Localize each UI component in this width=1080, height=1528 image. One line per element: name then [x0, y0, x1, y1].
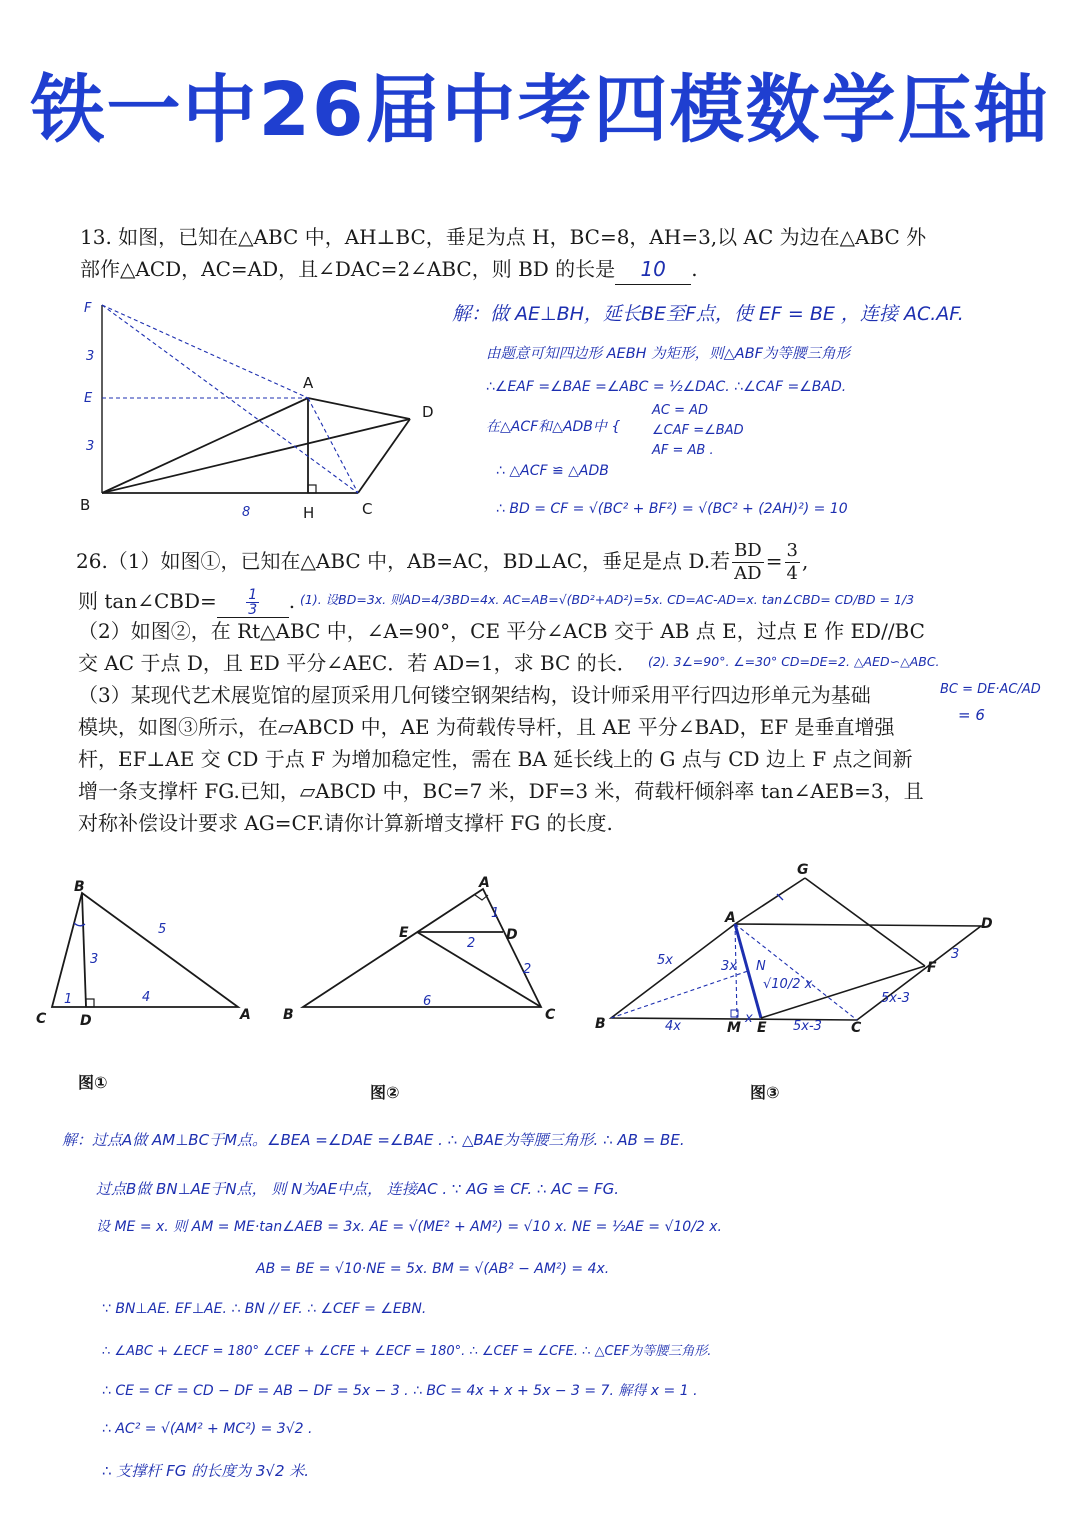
q26-ratio-eq: = [765, 549, 783, 573]
fig2-side-2b: 2 [523, 962, 532, 977]
fig1-side-3: 3 [90, 952, 99, 967]
q26-p2-line-a: （2）如图②，在 Rt△ABC 中，∠A=90°，CE 平分∠ACB 交于 AB 点 E，过点 E 作 ED//BC [78, 619, 925, 643]
fig1-side-4: 4 [142, 990, 151, 1005]
q26-p1-answer [246, 588, 259, 617]
q26-p1-answer-blank [217, 586, 289, 618]
q26-p1-line-b-text: 则 tan∠CBD= [78, 589, 217, 613]
q13-sol-line-2: 由题意可知四边形 AEBH 为矩形，则△ABF为等腰三角形 [486, 346, 851, 362]
q13-sol-line-1: 解：做 AE⊥BH，延长BE至F点，使 EF = BE ，连接 AC.AF. [452, 303, 964, 325]
q13-label-c: C [362, 500, 373, 518]
fig3-side-ne: √10/2 x [763, 977, 813, 992]
fig2-label-e: E [399, 925, 409, 941]
q13-dash-ac [308, 398, 358, 493]
fig2-label-d: D [506, 927, 518, 943]
fig3-side-5x: 5x [657, 953, 673, 968]
q26-p1-line-a [76, 540, 808, 585]
q26-p1-answer-den: 3 [248, 602, 258, 618]
figure-1-caption: 图① [78, 1073, 108, 1092]
q13-seg-eb: 3 [86, 439, 95, 454]
q26-p3-line-a: （3）某现代艺术展览馆的屋顶采用几何镂空钢架结构，设计师采用平行四边形单元为基础 [78, 683, 871, 707]
q13-label-d: D [422, 403, 434, 421]
fig2-side-6: 6 [423, 994, 432, 1009]
q13-right-angle-h [308, 485, 316, 493]
q26-ratio-num: BD [734, 540, 762, 561]
figure-3-caption: 图③ [750, 1083, 780, 1102]
q26-p2-solution-3: = 6 [958, 706, 985, 724]
q26-p2-solution: (2). 3∠=90°. ∠=30° CD=DE=2. △AED∽△ABC. [648, 654, 940, 669]
fig3-label-e: E [757, 1020, 767, 1036]
figure-1 [30, 875, 270, 1035]
q26-p3-line-c: 杆，EF⊥AE 交 CD 于点 F 为增加稳定性，需在 BA 延长线上的 G 点与 CD 边上 F 点之间新 [78, 747, 913, 771]
fig1-label-c: C [36, 1011, 47, 1027]
sol3-line-2: 过点B做 BN⊥AE于N点， 则 N为AE中点， 连接AC . ∵ AG ≌ CF. ∴ AC = FG. [96, 1180, 620, 1198]
q13-seg-fe: 3 [86, 349, 95, 364]
q26-p3-line-e: 对称补偿设计要求 AG=CF.请你计算新增支撑杆 FG 的长度. [78, 811, 613, 835]
q13-line-ad [308, 398, 410, 419]
fig2-triangle [303, 889, 541, 1007]
q13-dash-fc [102, 305, 358, 493]
q26-ratio-value-num: 3 [786, 540, 798, 561]
fig2-label-c: C [545, 1007, 556, 1023]
q13-seg-bh: 8 [242, 505, 251, 520]
sol3-line-8: ∴ AC² = √(AM² + MC²) = 3√2 . [102, 1421, 313, 1437]
q13-label-h: H [303, 504, 315, 522]
q13-line-2 [80, 254, 698, 285]
fig3-label-f: F [927, 960, 937, 976]
fig1-label-d: D [80, 1013, 92, 1029]
q26-p1-line-b [78, 586, 295, 618]
q13-line-bd [102, 419, 410, 493]
fig2-label-a: A [479, 875, 490, 891]
fig3-side-3x: 3x [721, 959, 737, 974]
q26-p2-line-b: 交 AC 于点 D，且 ED 平分∠AEC．若 AD=1，求 BC 的长． [78, 651, 637, 675]
sol3-line-3: 设 ME = x. 则 AM = ME·tan∠AEB = 3x. AE = √(ME² + AM²) = √10 x. NE = ½AE = √10/2 x. [96, 1219, 723, 1235]
fig3-line-gf [805, 878, 925, 966]
q13-sol-line-4: AC = AD [652, 403, 709, 418]
fig3-side-4x: 4x [665, 1019, 681, 1034]
q13-answer: 10 [640, 257, 666, 281]
q26-p3-line-b: 模块，如图③所示，在▱ABCD 中，AE 为荷载传导杆，且 AE 平分∠BAD，EF 是垂直增强 [78, 715, 895, 739]
fig1-right-angle-d [86, 999, 94, 1007]
sol3-line-1: 解：过点A做 AM⊥BC于M点。∠BEA =∠DAE =∠BAE . ∴ △BAE为等腰三角形. ∴ AB = BE. [62, 1131, 685, 1149]
q26-ratio-fraction [732, 540, 764, 585]
q26-p2-solution-2: BC = DE·AC/AD [940, 682, 1041, 697]
fig3-side-3: 3 [951, 947, 960, 962]
figure-2-caption: 图② [370, 1083, 400, 1102]
q13-label-b: B [80, 496, 91, 514]
q26-p3-line-d: 增一条支撑杆 FG.已知，▱ABCD 中，BC=7 米，DF=3 米，荷载杆倾斜率 tan∠AEB=3，且 [78, 779, 924, 803]
q13-label-e: E [84, 391, 93, 406]
q13-line-1: 13. 如图，已知在△ABC 中，AH⊥BC，垂足为点 H，BC=8，AH=3,以 AC 为边在△ABC 外 [80, 225, 927, 249]
q13-label-a: A [303, 374, 314, 392]
page-banner-title: 铁一中26届中考四模数学压轴 [30, 67, 1050, 153]
fig3-label-a: A [725, 910, 736, 926]
q13-line-2-end: . [691, 257, 698, 281]
fig3-line-ag [735, 878, 805, 924]
q13-sol-line-7: AF = AB . [652, 443, 714, 458]
sol3-line-7: ∴ CE = CF = CD − DF = AB − DF = 5x − 3 . ∴ BC = 4x + x + 5x − 3 = 7. 解得 x = 1 . [102, 1383, 698, 1399]
fig2-side-1: 1 [491, 906, 500, 921]
fig3-side-5x-3-right: 5x-3 [881, 991, 910, 1006]
figure-2 [275, 875, 575, 1035]
q13-sol-line-6: ∠CAF =∠BAD [652, 423, 744, 438]
q26-p1-solution: (1). 设BD=3x. 则AD=4/3BD=4x. AC=AB=√(BD²+AD²)=5x. CD=AC-AD=x. tan∠CBD= CD/BD = 1/3 [300, 592, 915, 607]
q26-ratio-end: , [801, 549, 809, 573]
fig3-label-m: M [727, 1020, 741, 1036]
q26-p1-end: . [288, 589, 296, 613]
q13-sol-line-3: ∴∠EAF =∠BAE =∠ABC = ½∠DAC. ∴∠CAF =∠BAD. [486, 379, 847, 395]
fig3-side-x: x [745, 1011, 753, 1026]
q13-line-ba [102, 398, 308, 493]
q13-line-2-text: 部作△ACD，AC=AD，且∠DAC=2∠ABC，则 BD 的长是 [80, 257, 616, 281]
q13-dash-fa [102, 305, 308, 398]
fig2-label-b: B [283, 1007, 294, 1023]
q13-label-f: F [84, 301, 92, 316]
fig1-label-a: A [240, 1007, 251, 1023]
figure-3 [585, 850, 1005, 1040]
fig3-label-b: B [595, 1016, 606, 1032]
fig3-dash-bn [611, 971, 748, 1018]
q26-p1-line-a-text: 26.（1）如图①，已知在△ABC 中，AB=AC，BD⊥AC，垂足是点 D.若 [76, 549, 731, 573]
sol3-line-4: AB = BE = √10·NE = 5x. BM = √(AB² − AM²) = 4x. [256, 1261, 610, 1277]
q26-ratio-den: AD [734, 563, 762, 584]
fig3-label-g: G [797, 862, 809, 878]
q26-ratio-value [785, 540, 800, 585]
fig1-side-1: 1 [64, 992, 73, 1007]
fig3-label-d: D [981, 916, 993, 932]
sol3-line-9: ∴ 支撑杆 FG 的长度为 3√2 米. [102, 1462, 310, 1480]
fig1-side-5: 5 [158, 922, 167, 937]
q26-ratio-value-den: 4 [786, 563, 798, 584]
q13-answer-blank [615, 254, 691, 285]
fig3-side-5x-3-bottom: 5x-3 [793, 1019, 822, 1034]
fig1-line-bd [82, 893, 86, 1007]
q26-p1-answer-num: 1 [248, 587, 258, 603]
q13-sol-line-9: ∴ BD = CF = √(BC² + BF²) = √(BC² + (2AH)²) = 10 [496, 501, 848, 517]
fig3-label-c: C [851, 1020, 862, 1036]
fig3-label-n: N [756, 959, 766, 974]
fig1-label-b: B [74, 879, 85, 895]
q13-sol-line-5: 在△ACF和△ADB中 { [486, 419, 621, 435]
sol3-line-5: ∵ BN⊥AE. EF⊥AE. ∴ BN // EF. ∴ ∠CEF = ∠EBN. [102, 1301, 427, 1317]
fig2-side-2a: 2 [467, 936, 476, 951]
q13-sol-line-8: ∴ △ACF ≌ △ADB [496, 463, 609, 479]
sol3-line-6: ∴ ∠ABC + ∠ECF = 180° ∠CEF + ∠CFE + ∠ECF = 180°. ∴ ∠CEF = ∠CFE. ∴ △CEF为等腰三角形. [102, 1344, 712, 1359]
fig3-dash-ac [735, 924, 857, 1020]
